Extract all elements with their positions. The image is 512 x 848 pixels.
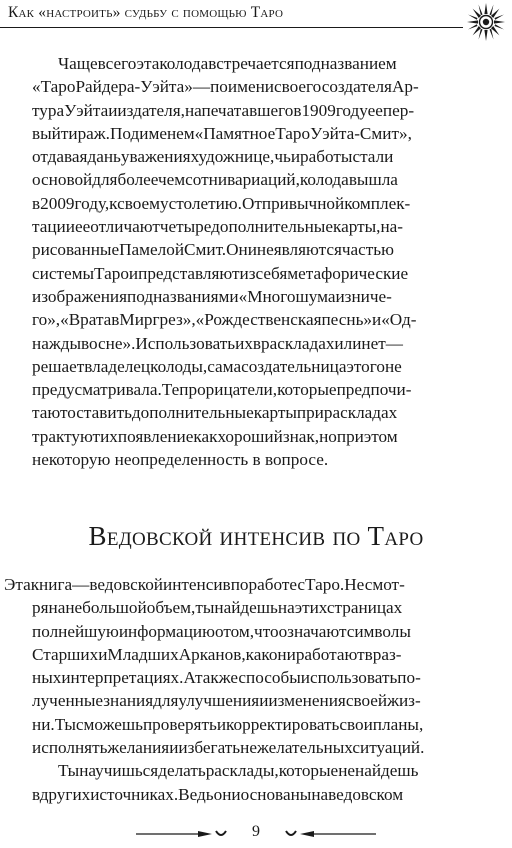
sun-ornament-icon <box>462 0 510 48</box>
text-line: в2009году,ксвоемустолетию.Отпривычнойкомплек- <box>32 193 411 213</box>
text-line: предусматривала.Тепрорицатели,которыепредпочи- <box>32 380 412 400</box>
text-line: «ТароРайдера-Уэйта»—поименисвоегосоздателяАр- <box>32 77 419 97</box>
text-line: изображенияподназваниями«Многошумаизниче- <box>32 286 392 306</box>
text-line: наждывосне».Использоватьихвраскладахилинет— <box>32 333 403 353</box>
text-line: выйтираж.Подименем«ПамятноеТароУэйта-Смит», <box>32 123 412 143</box>
text-line: тацииееотличаютчетыредополнительныекарты,на- <box>32 217 403 237</box>
text-line: некоторую неопределенность в вопросе. <box>32 450 329 470</box>
footer-ornament-icon <box>276 827 376 841</box>
text-line: лученныезнаниядляулучшенияиизменениясвоейжиз- <box>32 691 421 711</box>
text-line: рисованныеПамелойСмит.Онинеявляютсячастью <box>32 240 394 260</box>
text-line: системыТароипредставляютизсебяметафорические <box>32 263 409 283</box>
text-line: вдругихисточниках.Ведьониоснованынаведовском <box>32 784 404 804</box>
section-heading: Ведовской интенсив по Таро <box>88 521 424 551</box>
text-line: СтаршихиМладшихАрканов,какониработаютвраз- <box>32 644 402 664</box>
header-rule <box>0 27 463 28</box>
text-line: го»,«ВратавМиргрез»,«Рождественскаяпеснь»и«Од- <box>32 310 417 330</box>
text-line: основойдляболеечемсотнивариаций,колодавышла <box>32 170 398 190</box>
text-line: ныхинтерпретациях.Атакжеспособыиспользоватьпо- <box>32 668 421 688</box>
text-line: полнейшуюинформациюотом,чтоозначаютсимволы <box>32 621 411 641</box>
running-head: Как «настроить» судьбу с помощью Таро <box>8 4 284 21</box>
text-line: Чащевсегоэтаколодавстречаетсяподназванием <box>58 54 397 73</box>
paragraph-1 <box>32 52 492 471</box>
text-line: трактуютихпоявлениекакхорошийзнак,ноприэтом <box>32 426 398 446</box>
text-line: Тынаучишьсяделатьрасклады,которыененайдешь <box>58 761 419 781</box>
text-line: отдаваяданьуваженияхудожнице,чьиработыстали <box>32 147 394 167</box>
paragraph-2 <box>4 573 492 806</box>
text-line: исполнятьжеланияиизбегатьнежелательныхситуаций. <box>32 738 425 758</box>
text-line: решаетвладелецколоды,самасоздательницаэтогоне <box>32 356 402 376</box>
text-line: Этакнига—ведовскойинтенсивпоработесТаро.Несмот- <box>4 575 405 594</box>
page-footer <box>0 823 512 845</box>
text-line: рянанебольшойобъем,тынайдешьнаэтихстраницах <box>32 598 403 618</box>
text-line: ни.Тысможешьпроверятьикорректироватьсвоипланы, <box>32 714 424 734</box>
text-line: тураУэйтаииздателя,напечатавшегов1909годуеепер- <box>32 100 415 120</box>
text-line: таютоставитьдополнительныекартыприраскладах <box>32 403 398 423</box>
page-number: 9 <box>252 823 260 840</box>
